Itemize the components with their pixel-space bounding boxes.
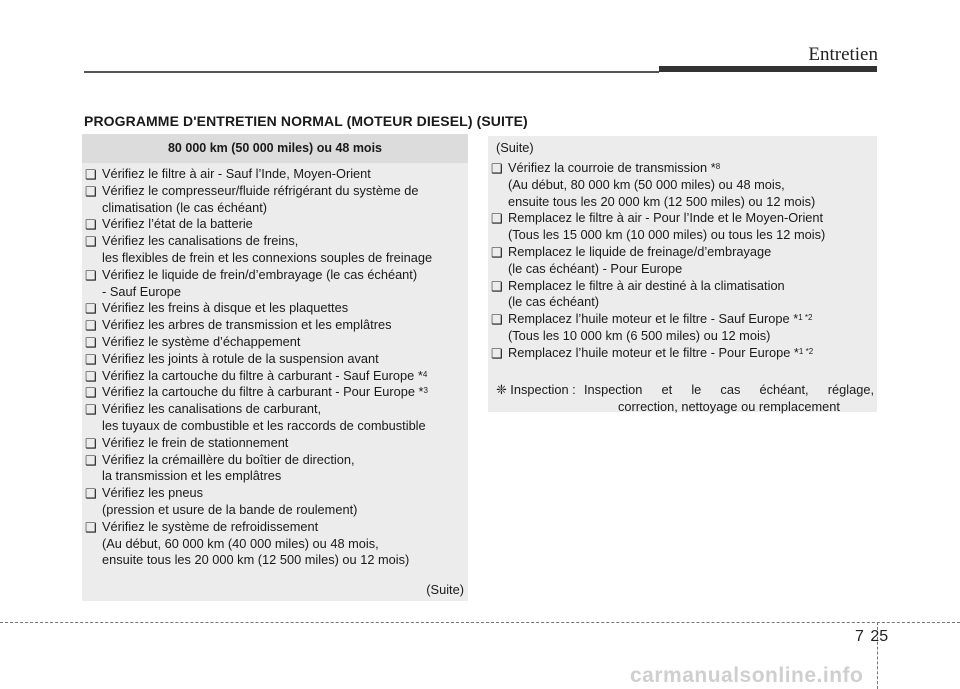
- checkbox-icon: ❑: [85, 351, 97, 367]
- checklist-item-text: (le cas échéant): [508, 294, 600, 310]
- checklist-item: [488, 210, 877, 244]
- checklist-item: [82, 452, 468, 486]
- footnote-marker: 1 *2: [798, 313, 813, 323]
- checklist-item: [82, 300, 468, 317]
- checklist-item-text: [508, 160, 877, 177]
- footnote-marker: 3: [423, 386, 428, 396]
- checklist-item-text: Vérifiez le système d’échappement: [102, 333, 301, 349]
- checklist-item-text: Remplacez le filtre à air - Pour l’Inde et le Moyen-Orient: [508, 210, 824, 226]
- checklist-item-text: climatisation (le cas échéant): [102, 199, 268, 215]
- checkbox-icon: ❑: [85, 368, 97, 384]
- checklist-item-text: (Tous les 15 000 km (10 000 miles) ou tous les 12 mois): [508, 227, 826, 243]
- checklist-item-text: [102, 384, 468, 401]
- checklist-item-text: Vérifiez la cartouche du filtre à carburant - Pour Europe *: [102, 384, 424, 400]
- maintenance-panel-left: [82, 134, 468, 601]
- checklist-item: [82, 334, 468, 351]
- inspection-note: [496, 381, 874, 415]
- checklist-item-text: (Au début, 60 000 km (40 000 miles) ou 48 mois,: [102, 535, 379, 551]
- checklist-item: [488, 160, 877, 210]
- checklist-item-text: ensuite tous les 20 000 km (12 500 miles) ou 12 mois): [508, 193, 816, 209]
- checkbox-icon: ❑: [491, 161, 503, 176]
- chapter-title: Entretien: [808, 44, 878, 65]
- checkbox-icon: ❑: [85, 267, 97, 283]
- checklist-item-text: Vérifiez la courroie de transmission *: [508, 160, 716, 175]
- checkbox-icon: ❑: [85, 301, 97, 317]
- checkbox-icon: ❑: [491, 278, 503, 294]
- checklist-item-text: Vérifiez le frein de stationnement: [102, 434, 289, 450]
- checklist-item-text: Vérifiez le compresseur/fluide réfrigérant du système de: [102, 182, 419, 198]
- checkbox-icon: ❑: [85, 519, 97, 535]
- checklist-item: [82, 166, 468, 183]
- watermark: carmanualsonline.info: [630, 664, 864, 687]
- checklist-item-text: Remplacez le liquide de freinage/d’embrayage: [508, 243, 772, 259]
- left-checklist: [82, 166, 468, 569]
- checkbox-icon: ❑: [85, 402, 97, 418]
- checklist-item: [82, 183, 468, 217]
- checklist-item: [82, 519, 468, 569]
- checkbox-icon: ❑: [85, 318, 97, 334]
- checklist-item-text: (pression et usure de la bande de roulement): [102, 501, 358, 517]
- checklist-item-text: Vérifiez les freins à disque et les plaquettes: [102, 300, 349, 316]
- checklist-item-text: Remplacez l’huile moteur et le filtre - Sauf Europe *: [508, 311, 799, 327]
- page-number-value: 25: [870, 628, 889, 645]
- chapter-number: 7: [855, 628, 864, 645]
- checkbox-icon: ❑: [491, 244, 503, 260]
- checklist-item-text: Vérifiez les arbres de transmission et les emplâtres: [102, 317, 392, 333]
- checkbox-icon: ❑: [491, 211, 503, 227]
- checklist-item: [82, 384, 468, 401]
- checklist-item: [82, 435, 468, 452]
- footnote-marker: 4: [422, 369, 428, 379]
- section-title: PROGRAMME D'ENTRETIEN NORMAL (MOTEUR DIESEL) (SUITE): [84, 113, 528, 129]
- continued-label: (Suite): [496, 140, 534, 155]
- checklist-item: [82, 485, 468, 519]
- checklist-item: [82, 216, 468, 233]
- checklist-item-text: Vérifiez les canalisations de carburant,: [102, 401, 322, 417]
- checkbox-icon: ❑: [85, 486, 97, 502]
- maintenance-panel-right: [488, 136, 877, 412]
- checklist-item-text: (Au début, 80 000 km (50 000 miles) ou 48 mois,: [508, 176, 785, 192]
- checklist-item-text: les tuyaux de combustible et les raccords de combustible: [102, 417, 426, 433]
- checklist-item-text: Vérifiez les joints à rotule de la suspension avant: [102, 350, 379, 366]
- checklist-item: [82, 233, 468, 267]
- page-number: [855, 628, 888, 646]
- checklist-item-text: - Sauf Europe: [102, 283, 181, 299]
- checklist-item-text: les flexibles de frein et les connexions souples de freinage: [102, 249, 433, 265]
- checklist-item-text: Vérifiez les pneus: [102, 485, 204, 501]
- checklist-item-text: [508, 311, 877, 328]
- checklist-item-text: [102, 368, 468, 385]
- checklist-item: [82, 401, 468, 435]
- checklist-item-text: la transmission et les emplâtres: [102, 468, 282, 484]
- checklist-item: [488, 311, 877, 345]
- footer-dashed-rule: [0, 622, 960, 623]
- checkbox-icon: ❑: [491, 345, 503, 361]
- right-checklist: [488, 160, 877, 362]
- checklist-item: [488, 345, 877, 362]
- checklist-item: [488, 278, 877, 312]
- checklist-item-text: Remplacez l’huile moteur et le filtre - Pour Europe *: [508, 344, 799, 360]
- checklist-item-text: Remplacez le filtre à air destiné à la climatisation: [508, 277, 785, 293]
- checklist-item: [82, 351, 468, 368]
- checkbox-icon: ❑: [85, 167, 97, 182]
- checklist-item-text: [508, 345, 877, 362]
- continued-label: (Suite): [426, 582, 464, 597]
- checklist-item-text: Vérifiez les canalisations de freins,: [102, 233, 299, 249]
- checkbox-icon: ❑: [85, 217, 97, 233]
- checklist-item-text: ensuite tous les 20 000 km (12 500 miles) ou 12 mois): [102, 552, 410, 568]
- footnote-marker: 8: [715, 162, 721, 171]
- checklist-item: [82, 368, 468, 385]
- checklist-item-text: Vérifiez le filtre à air - Sauf l’Inde, Moyen-Orient: [102, 166, 371, 181]
- checklist-item-text: Vérifiez le système de refroidissement: [102, 518, 319, 534]
- header-rule: [84, 71, 659, 73]
- inspection-label: ❈ Inspection :: [496, 382, 576, 397]
- checklist-item-text: Vérifiez la crémaillère du boîtier de direction,: [102, 451, 355, 467]
- checklist-item: [488, 244, 877, 278]
- checkbox-icon: ❑: [85, 435, 97, 451]
- checkbox-icon: ❑: [85, 385, 97, 401]
- inspection-text-line1: Inspection et le cas échéant, réglage,: [584, 382, 874, 397]
- checkbox-icon: ❑: [85, 334, 97, 350]
- checklist-item: [82, 317, 468, 334]
- checklist-item-text: (Tous les 10 000 km (6 500 miles) ou 12 mois): [508, 327, 771, 343]
- checklist-item-text: (le cas échéant) - Pour Europe: [508, 260, 683, 276]
- checkbox-icon: ❑: [85, 183, 97, 199]
- checklist-item-text: Vérifiez l’état de la batterie: [102, 216, 253, 232]
- inspection-text-line2: correction, nettoyage ou remplacement: [618, 399, 840, 414]
- footnote-marker: 1 *2: [798, 346, 814, 356]
- checkbox-icon: ❑: [491, 312, 503, 328]
- checklist-item-text: Vérifiez le liquide de frein/d’embrayage (le cas échéant): [102, 266, 418, 282]
- interval-heading: 80 000 km (50 000 miles) ou 48 mois: [82, 134, 468, 163]
- checkbox-icon: ❑: [85, 234, 97, 250]
- header-rule-thick: [659, 66, 877, 72]
- checklist-item-text: Vérifiez la cartouche du filtre à carburant - Sauf Europe *: [102, 367, 423, 383]
- checkbox-icon: ❑: [85, 452, 97, 468]
- checklist-item: [82, 267, 468, 301]
